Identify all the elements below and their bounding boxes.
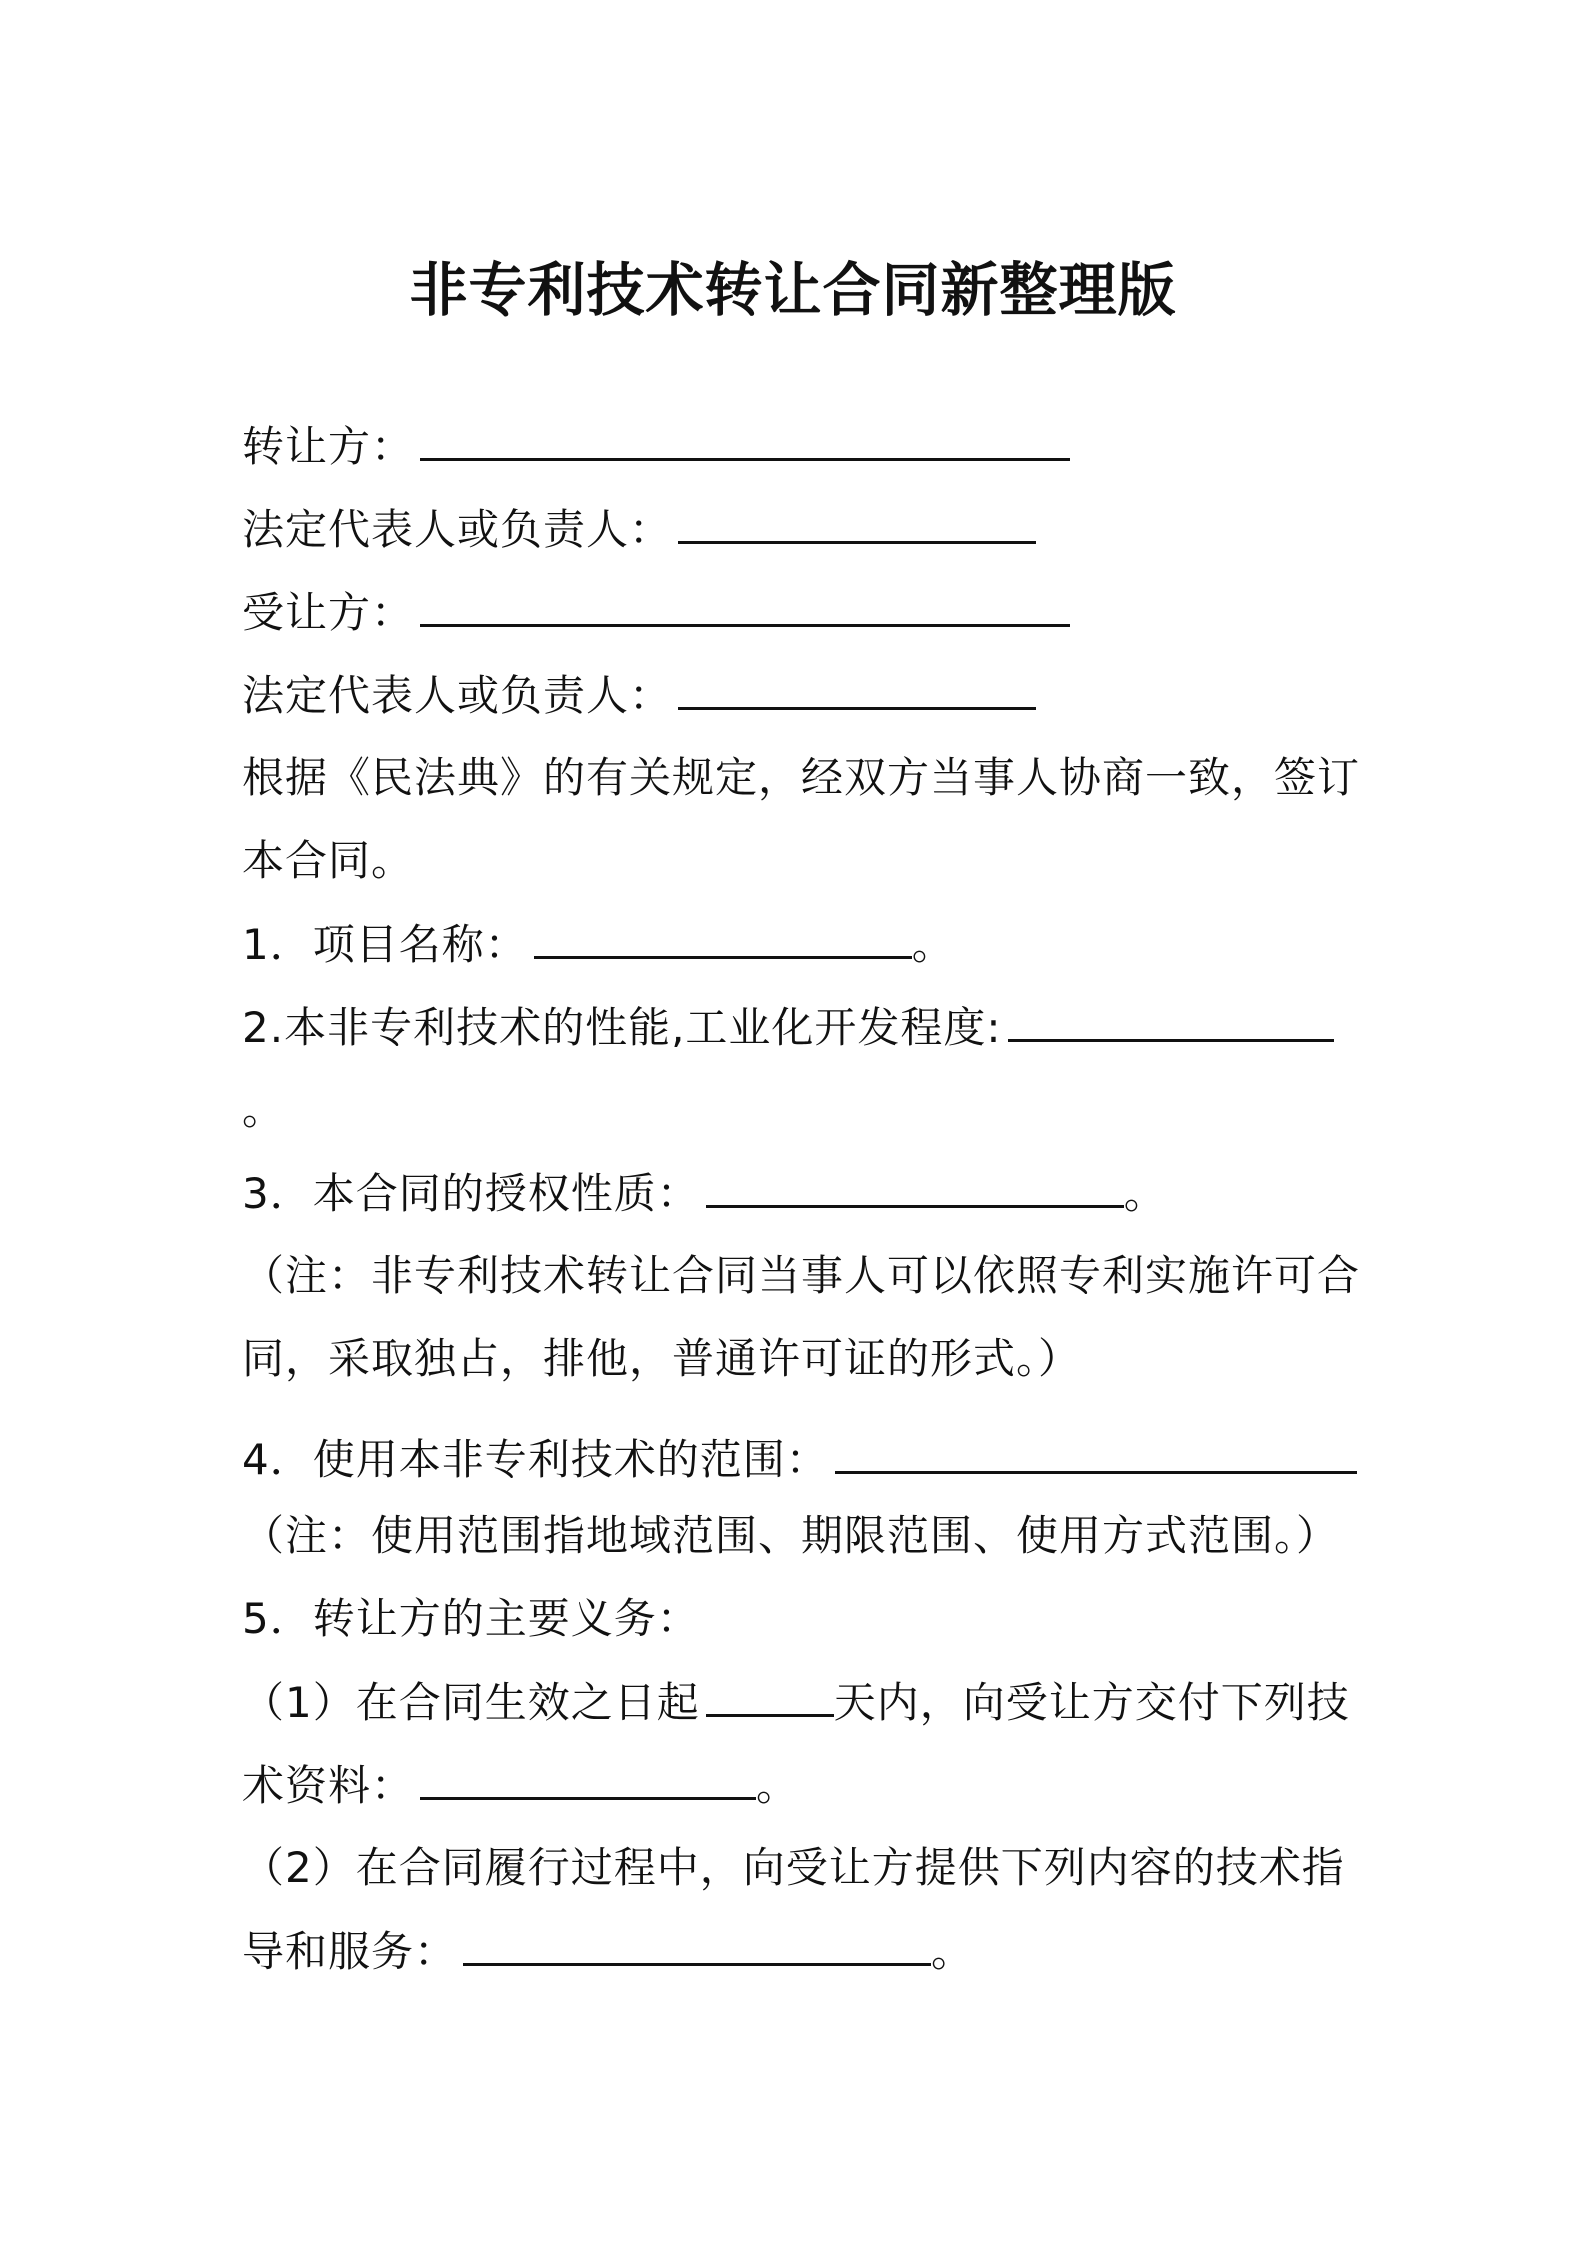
preamble-line-1: 根据《民法典》的有关规定，经双方当事人协商一致，签订 [242,753,1361,802]
technical-materials-blank[interactable] [420,1757,756,1800]
scope-blank[interactable] [835,1431,1357,1474]
guidance-blank[interactable] [463,1923,931,1966]
transferor-blank[interactable] [420,418,1070,461]
project-name-blank[interactable] [534,916,912,959]
transferor-representative-label: 法定代表人或负责人： [242,505,673,554]
clause-5-heading: 5．转让方的主要义务： [242,1594,700,1643]
authorization-blank[interactable] [706,1165,1124,1208]
clause-4-line [242,1431,1357,1488]
transferee-representative-line [242,667,1036,724]
transferee-line [242,584,1070,641]
obligation-1-line-1 [242,1674,1350,1731]
clause-4-label: 4．使用本非专利技术的范围： [242,1435,829,1484]
clause-2-end-line: 。 [242,1085,286,1134]
obligation-2-line-2 [242,1923,974,1980]
transferee-representative-blank[interactable] [678,667,1036,710]
clause-1-label: 1．项目名称： [242,920,528,969]
obligation-1-label: （1）在合同生效之日起 [242,1678,700,1727]
performance-blank[interactable] [1008,999,1334,1042]
obligation-2-line-1: （2）在合同履行过程中，向受让方提供下列内容的技术指 [242,1843,1345,1892]
clause-1-end: 。 [911,920,955,969]
transferee-blank[interactable] [420,584,1070,627]
technical-materials-label: 术资料： [242,1761,415,1810]
transferee-label: 受让方： [242,588,415,637]
guidance-end: 。 [931,1927,975,1976]
obligation-1-line-2 [242,1757,799,1814]
clause-3-label: 3．本合同的授权性质： [242,1169,700,1218]
clause-1-line [242,916,955,973]
preamble-line-2: 本合同。 [242,836,415,885]
transferor-label: 转让方： [242,422,415,471]
document-title: 非专利技术转让合同新整理版 [409,256,1177,324]
days-blank[interactable] [706,1674,834,1717]
guidance-label: 导和服务： [242,1927,458,1976]
transferor-representative-line [242,501,1036,558]
clause-3-line [242,1165,1167,1222]
transferor-representative-blank[interactable] [678,501,1036,544]
obligation-1-rest: 天内，向受让方交付下列技 [833,1678,1350,1727]
transferor-line [242,418,1070,475]
clause-2-line [242,999,1334,1056]
note-3-line-2: 同，采取独占，排他，普通许可证的形式。） [242,1334,1082,1383]
technical-materials-end: 。 [756,1761,800,1810]
note-4-line: （注：使用范围指地域范围、期限范围、使用方式范围。） [242,1511,1340,1560]
transferee-representative-label: 法定代表人或负责人： [242,671,673,720]
clause-2-label: 2.本非专利技术的性能,工业化开发程度: [242,1003,1002,1052]
note-3-line-1: （注：非专利技术转让合同当事人可以依照专利实施许可合 [242,1251,1361,1300]
clause-3-end: 。 [1123,1169,1167,1218]
